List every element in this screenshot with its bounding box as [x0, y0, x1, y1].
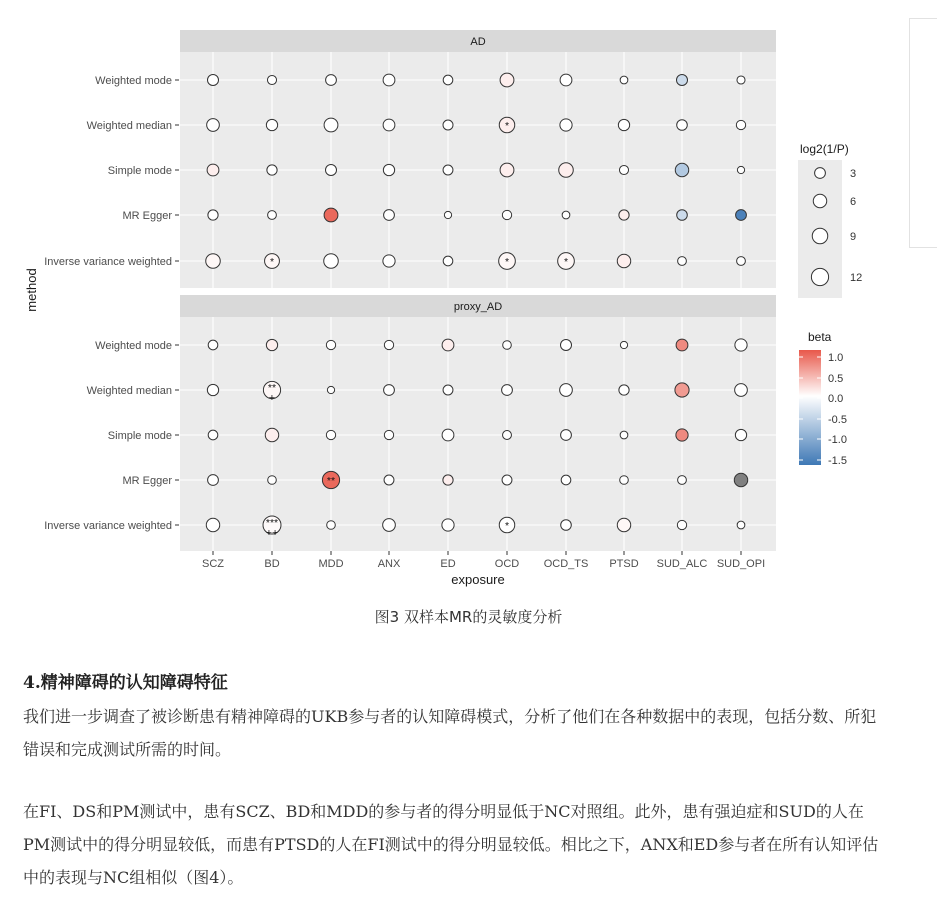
x-tick-label: OCD_TS: [543, 558, 589, 570]
data-point: [619, 210, 629, 220]
significance-label: ++: [265, 527, 279, 539]
data-point: [676, 339, 688, 351]
data-point: [267, 165, 277, 175]
data-point: [677, 120, 688, 131]
size-legend-label: 6: [850, 196, 857, 208]
data-point: [734, 473, 747, 486]
data-point: [502, 475, 512, 485]
color-legend-label: -1.5: [828, 455, 847, 467]
data-point: [268, 476, 277, 485]
data-point: [326, 75, 337, 86]
facet-strip-label: proxy_AD: [453, 301, 503, 313]
data-point: [737, 257, 746, 266]
data-point: [560, 74, 572, 86]
data-point: [737, 521, 745, 529]
data-point: [735, 429, 746, 440]
significance-label: *: [504, 120, 510, 132]
data-point: [267, 75, 276, 84]
facet-strip-label: AD: [470, 36, 486, 48]
data-point: [384, 210, 395, 221]
data-point: [442, 519, 454, 531]
data-point: [206, 518, 219, 531]
x-tick-label: MDD: [318, 558, 344, 570]
data-point: [383, 164, 394, 175]
y-tick-label: MR Egger: [122, 210, 172, 222]
data-point: [324, 254, 339, 269]
data-point: [737, 76, 745, 84]
size-legend-circle: [812, 228, 828, 244]
size-legend-circle: [813, 194, 826, 207]
data-point: [620, 431, 628, 439]
data-point: [207, 164, 219, 176]
x-tick-label: PTSD: [609, 558, 639, 570]
y-tick-label: Inverse variance weighted: [44, 256, 172, 268]
data-point: [383, 119, 395, 131]
data-point: [326, 430, 335, 439]
data-point: [677, 520, 686, 529]
data-point: [559, 163, 574, 178]
significance-label: *: [563, 256, 569, 268]
y-tick-label: Simple mode: [107, 165, 172, 177]
data-point: [677, 210, 688, 221]
data-point: [208, 210, 218, 220]
data-point: [327, 521, 336, 530]
data-point: [619, 385, 629, 395]
data-point: [619, 165, 628, 174]
x-tick-label: SUD_OPI: [716, 558, 766, 570]
data-point: [676, 74, 687, 85]
x-tick-label: SCZ: [202, 558, 224, 570]
data-point: [268, 211, 277, 220]
data-point: [561, 520, 572, 531]
data-point: [736, 120, 745, 129]
data-point: [265, 428, 278, 441]
data-point: [617, 518, 630, 531]
color-legend-bar: [799, 350, 821, 465]
y-tick-label: Simple mode: [107, 430, 172, 442]
x-tick-label: SUD_ALC: [656, 558, 708, 570]
data-point: [383, 74, 395, 86]
y-tick-label: Weighted mode: [95, 75, 172, 87]
data-point: [561, 475, 571, 485]
panel-ad: [180, 30, 776, 288]
significance-label: **: [267, 382, 277, 394]
data-point: [620, 476, 629, 485]
data-point: [327, 386, 334, 393]
y-tick-label: Weighted mode: [95, 340, 172, 352]
data-point: [206, 254, 221, 269]
y-tick-label: Weighted median: [86, 120, 172, 132]
significance-label: *: [269, 256, 275, 268]
data-point: [384, 475, 394, 485]
y-tick-label: Inverse variance weighted: [44, 520, 172, 532]
color-legend-label: -1.0: [828, 434, 847, 446]
data-point: [675, 383, 689, 397]
data-point: [561, 430, 572, 441]
size-legend-label: 3: [850, 168, 857, 180]
y-tick-label: MR Egger: [122, 475, 172, 487]
data-point: [676, 429, 688, 441]
size-legend-title: log2(1/P): [800, 142, 849, 156]
data-point: [560, 384, 573, 397]
color-legend-label: -0.5: [828, 414, 847, 426]
data-point: [500, 73, 514, 87]
data-point: [560, 119, 572, 131]
data-point: [266, 339, 277, 350]
data-point: [620, 76, 628, 84]
data-point: [442, 339, 454, 351]
data-point: [207, 384, 218, 395]
data-point: [562, 211, 570, 219]
x-axis-title: exposure: [451, 572, 505, 587]
data-point: [502, 210, 511, 219]
data-point: [384, 430, 393, 439]
x-tick-label: ANX: [377, 558, 401, 570]
data-point: [620, 341, 627, 348]
x-tick-label: BD: [264, 558, 280, 570]
data-point: [324, 208, 338, 222]
paragraph-1: 我们进一步调查了被诊断患有精神障碍的UKB参与者的认知障碍模式，分析了他们在各种数据中的表现，包括分数、所犯错误和完成测试所需的时间。: [23, 707, 877, 759]
data-point: [737, 166, 744, 173]
data-point: [207, 74, 218, 85]
data-point: [618, 119, 629, 130]
data-point: [324, 118, 338, 132]
data-point: [443, 385, 453, 395]
data-point: [443, 120, 453, 130]
data-point: [442, 429, 454, 441]
panel-proxy-ad: [180, 295, 776, 551]
data-point: [266, 119, 277, 130]
data-point: [503, 431, 512, 440]
data-point: [617, 254, 630, 267]
data-point: [443, 165, 453, 175]
color-legend-label: 0.5: [828, 373, 844, 385]
data-point: [208, 475, 219, 486]
data-point: [208, 430, 218, 440]
data-point: [678, 257, 687, 266]
data-point: [444, 211, 451, 218]
data-point: [384, 340, 393, 349]
side-panel: [909, 18, 937, 248]
size-legend-label: 9: [850, 231, 857, 243]
data-point: [500, 163, 514, 177]
color-legend-label: 0.0: [828, 393, 844, 405]
significance-label: **: [326, 475, 336, 487]
data-point: [208, 340, 218, 350]
data-point: [325, 164, 336, 175]
data-point: [443, 475, 453, 485]
x-tick-label: ED: [440, 558, 456, 570]
data-point: [678, 476, 687, 485]
significance-label: *: [504, 256, 510, 268]
color-legend-title: beta: [808, 330, 832, 344]
data-point: [502, 385, 513, 396]
data-point: [207, 119, 220, 132]
size-legend-circle: [811, 268, 828, 285]
y-tick-label: Weighted median: [86, 385, 172, 397]
data-point: [383, 519, 396, 532]
data-point: [735, 339, 747, 351]
significance-label: +: [268, 392, 276, 404]
data-point: [736, 210, 747, 221]
significance-label: ***: [265, 517, 279, 529]
y-axis-title: method: [24, 268, 39, 312]
size-legend-circle: [815, 168, 826, 179]
paragraph-2: 在FI、DS和PM测试中，患有SCZ、BD和MDD的参与者的得分明显低于NC对照组。此外，患有强迫症和SUD的人在PM测试中的得分明显较低，而患有PTSD的人在FI测试中的得分明显较低。相比之下，ANX和ED参与者在所有认知评估中的表现与NC组相似（图4）。: [23, 802, 879, 887]
data-point: [384, 385, 395, 396]
data-point: [326, 340, 335, 349]
data-point: [503, 341, 512, 350]
significance-label: *: [504, 520, 510, 532]
data-point: [560, 339, 571, 350]
data-point: [443, 75, 453, 85]
data-point: [735, 384, 748, 397]
data-point: [383, 255, 395, 267]
x-tick-label: OCD: [494, 558, 520, 570]
data-point: [443, 256, 453, 266]
section-title: 4.精神障碍的认知障碍特征: [23, 673, 228, 693]
size-legend-label: 12: [850, 272, 863, 284]
figure-caption: 图3 双样本MR的灵敏度分析: [374, 608, 563, 626]
color-legend-label: 1.0: [828, 352, 844, 364]
data-point: [675, 163, 688, 176]
